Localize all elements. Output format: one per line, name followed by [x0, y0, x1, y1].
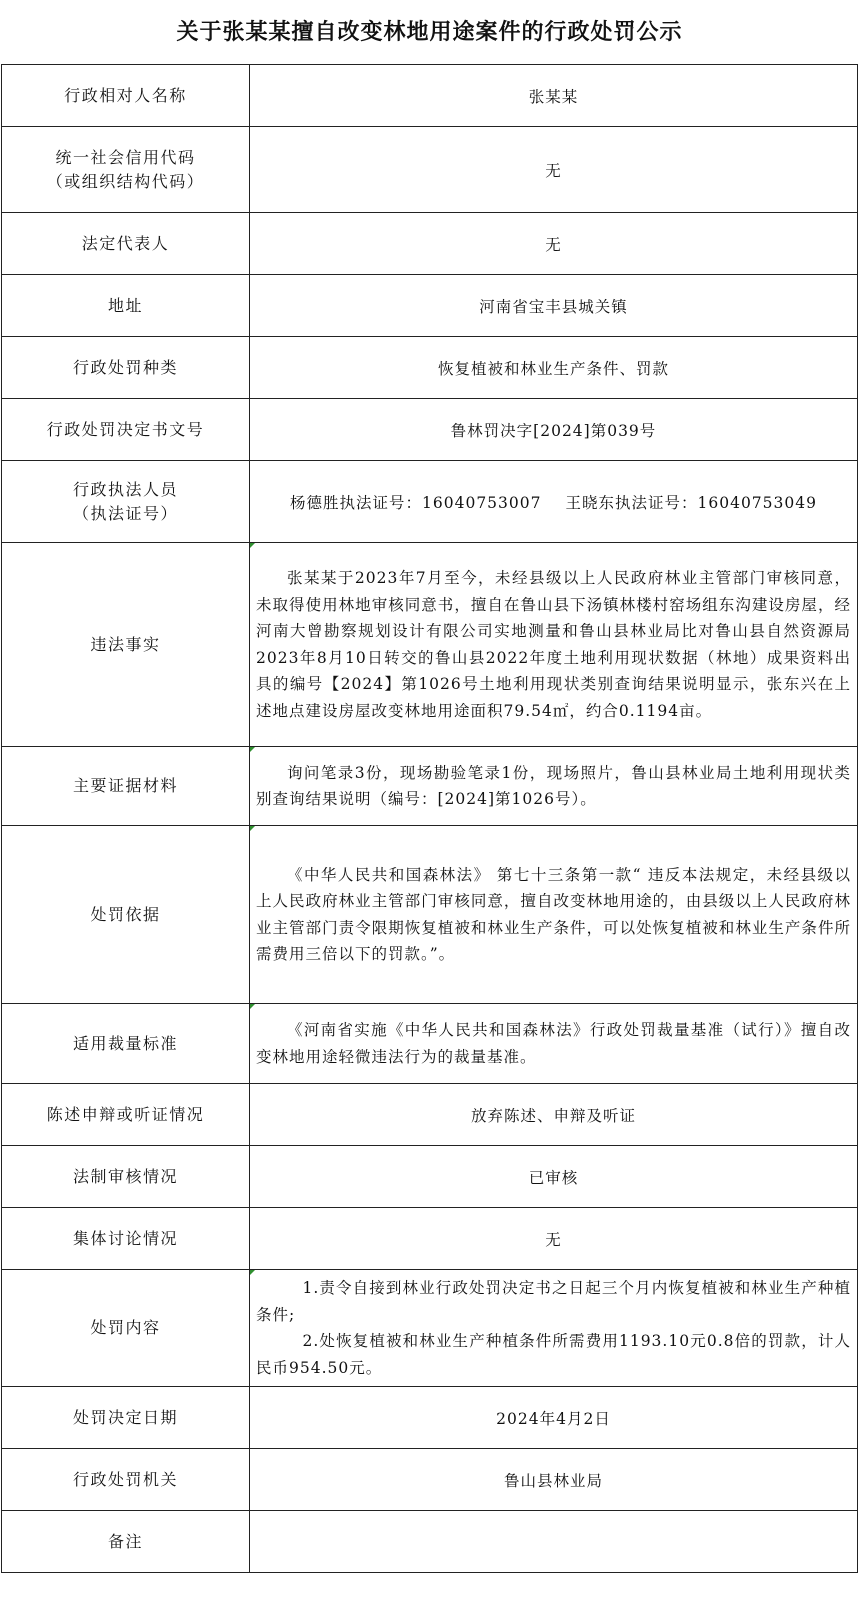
row-label-line: （执法证号） — [72, 503, 178, 523]
row-value — [250, 747, 858, 826]
table-row — [2, 65, 858, 127]
table-row — [2, 826, 858, 1004]
table-row — [2, 399, 858, 461]
row-label: 适用裁量标准 — [2, 1004, 250, 1084]
row-label: 行政处罚决定书文号 — [2, 399, 250, 461]
row-value — [250, 826, 858, 1004]
row-value: 无 — [250, 1208, 858, 1270]
paragraph-text: 1.责令自接到林业行政处罚决定书之日起三个月内恢复植被和林业生产种植条件; — [256, 1279, 851, 1324]
cell-marker — [250, 543, 255, 548]
table-row — [2, 543, 858, 747]
cell-marker — [250, 1270, 255, 1275]
row-label: 主要证据材料 — [2, 747, 250, 826]
row-label: 备注 — [2, 1511, 250, 1573]
row-value — [250, 461, 858, 543]
row-value — [250, 1270, 858, 1387]
penalty-disclosure-table — [1, 64, 858, 1573]
row-label: 处罚决定日期 — [2, 1387, 250, 1449]
row-value: 河南省宝丰县城关镇 — [250, 275, 858, 337]
row-value: 恢复植被和林业生产条件、罚款 — [250, 337, 858, 399]
table-row — [2, 1084, 858, 1146]
row-value — [250, 543, 858, 747]
row-value: 无 — [250, 213, 858, 275]
document-title: 关于张某某擅自改变林地用途案件的行政处罚公示 — [176, 19, 683, 45]
row-label-line: 统一社会信用代码 — [55, 147, 196, 167]
table-row — [2, 1146, 858, 1208]
table-row — [2, 1004, 858, 1084]
row-value: 放弃陈述、申辩及听证 — [250, 1084, 858, 1146]
table-row — [2, 127, 858, 213]
row-label: 法定代表人 — [2, 213, 250, 275]
paragraph-text: 2.处恢复植被和林业生产种植条件所需费用1193.10元0.8倍的罚款，计人民币954.50元。 — [256, 1332, 851, 1377]
cell-marker — [250, 747, 255, 752]
cell-marker — [250, 826, 255, 831]
row-label: 地址 — [2, 275, 250, 337]
row-value: 鲁山县林业局 — [250, 1449, 858, 1511]
row-label — [2, 461, 250, 543]
officer-cert-1: 杨德胜执法证号：16040753007 — [290, 493, 542, 512]
table-row — [2, 1270, 858, 1387]
row-label: 处罚内容 — [2, 1270, 250, 1387]
paragraph-text: 《中华人民共和国森林法》 第七十三条第一款“ 违反本法规定，未经县级以上人民政府林业主管部门审核同意，擅自改变林地用途的，由县级以上人民政府林业主管部门责令限期恢复植被和林业生产条件，可以处恢复植被和林业生产条件所需费用三倍以下的罚款。”。 — [256, 865, 851, 963]
row-label: 行政处罚机关 — [2, 1449, 250, 1511]
row-value — [250, 1511, 858, 1573]
table-row — [2, 1511, 858, 1573]
table-row — [2, 1387, 858, 1449]
table-row — [2, 1449, 858, 1511]
row-label — [2, 127, 250, 213]
table-row — [2, 1208, 858, 1270]
paragraph-text: 张某某于2023年7月至今，未经县级以上人民政府林业主管部门审核同意，未取得使用林地审核同意书，擅自在鲁山县下汤镇林楼村窑场组东沟建设房屋，经河南大曾勘察规划设计有限公司实地测量和鲁山县林业局比对鲁山县自然资源局2023年8月10日转交的鲁山县2022年度土地利用现状数据（林地）成果资料出具的编号【2024】第1026号土地利用现状类别查询结果说明显示，张东兴在上述地点建设房屋改变林地用途面积79.54㎡，约合0.1194亩。 — [256, 569, 851, 720]
table-row — [2, 747, 858, 826]
cell-marker — [250, 1004, 255, 1009]
table-row — [2, 275, 858, 337]
row-value: 无 — [250, 127, 858, 213]
row-value — [250, 1004, 858, 1084]
row-label: 陈述申辩或听证情况 — [2, 1084, 250, 1146]
row-label: 行政相对人名称 — [2, 65, 250, 127]
paragraph-text: 询问笔录3份，现场勘验笔录1份，现场照片，鲁山县林业局土地利用现状类别查询结果说明（编号：[2024]第1026号）。 — [256, 763, 851, 808]
table-row — [2, 461, 858, 543]
row-label: 集体讨论情况 — [2, 1208, 250, 1270]
row-label: 违法事实 — [2, 543, 250, 747]
row-value: 张某某 — [250, 65, 858, 127]
row-value: 鲁林罚决字[2024]第039号 — [250, 399, 858, 461]
row-label: 行政处罚种类 — [2, 337, 250, 399]
table-row — [2, 337, 858, 399]
row-value: 已审核 — [250, 1146, 858, 1208]
officer-cert-2: 王晓东执法证号：16040753049 — [565, 493, 817, 512]
row-label-line: 行政执法人员 — [72, 479, 178, 499]
row-label: 法制审核情况 — [2, 1146, 250, 1208]
paragraph-text: 《河南省实施《中华人民共和国森林法》行政处罚裁量基准（试行）》擅自改变林地用途轻微违法行为的裁量基准。 — [256, 1021, 851, 1066]
row-value: 2024年4月2日 — [250, 1387, 858, 1449]
row-label: 处罚依据 — [2, 826, 250, 1004]
table-row — [2, 213, 858, 275]
row-label-line: （或组织结构代码） — [46, 171, 205, 191]
